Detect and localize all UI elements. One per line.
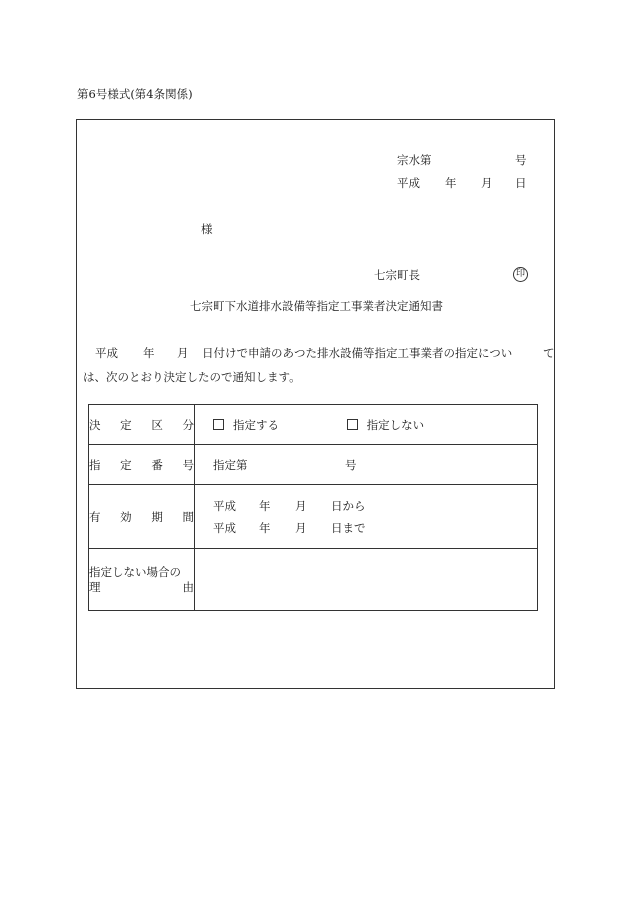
label-char: 分 <box>182 417 194 432</box>
to-day: 日まで <box>331 520 366 535</box>
designation-number-suffix: 号 <box>345 457 357 472</box>
reason-label-line1: 指定しない場合の <box>89 564 181 579</box>
reason-label-char: 由 <box>182 579 194 594</box>
body-date-era: 平成 <box>95 346 118 360</box>
period-value <box>195 485 538 549</box>
reason-label-char: 理 <box>89 579 101 594</box>
decision-options <box>195 405 538 445</box>
label-char: 決 <box>89 417 101 432</box>
number-label <box>89 445 195 485</box>
decision-table <box>88 404 538 611</box>
recipient-honorific: 様 <box>201 222 213 236</box>
label-char: 期 <box>151 509 163 524</box>
reason-value[interactable] <box>195 549 538 611</box>
label-char: 号 <box>182 457 194 472</box>
seal-icon <box>513 265 528 282</box>
body-date-month: 月 <box>177 346 189 360</box>
reason-label <box>89 549 195 611</box>
option-designate-label: 指定する <box>233 417 279 432</box>
label-char: 指 <box>89 457 101 472</box>
checkbox-not-designate[interactable] <box>347 419 358 430</box>
label-char: 間 <box>182 509 194 524</box>
table-row-decision <box>89 405 538 445</box>
from-day: 日から <box>331 498 366 513</box>
issuer-title: 七宗町長 <box>374 268 420 282</box>
checkbox-designate[interactable] <box>213 419 224 430</box>
issue-number-suffix: 号 <box>515 153 527 167</box>
label-char: 区 <box>151 417 163 432</box>
not-designate-option[interactable] <box>347 418 425 432</box>
table-row-period <box>89 485 538 549</box>
label-char: 定 <box>120 417 132 432</box>
to-month: 月 <box>295 520 307 535</box>
issue-date-era: 平成 <box>397 176 420 190</box>
from-month: 月 <box>295 498 307 513</box>
period-to <box>213 517 537 539</box>
designate-option[interactable] <box>213 417 343 433</box>
form-label: 第6号様式(第4条関係) <box>77 87 193 101</box>
body-line1-text: 日付けで申請のあつた排水設備等指定工事業者の指定につい <box>202 346 513 360</box>
decision-label <box>89 405 195 445</box>
label-char: 番 <box>151 457 163 472</box>
issue-number-prefix: 宗水第 <box>397 153 432 167</box>
issue-date-month: 月 <box>481 176 493 190</box>
period-from <box>213 495 537 517</box>
to-year: 年 <box>259 520 271 535</box>
label-char: 効 <box>120 509 132 524</box>
option-not-designate-label: 指定しない <box>366 417 425 432</box>
document-title: 七宗町下水道排水設備等指定工事業者決定通知書 <box>190 299 443 313</box>
number-value <box>195 445 538 485</box>
table-row-reason <box>89 549 538 611</box>
label-char: 定 <box>120 457 132 472</box>
from-era: 平成 <box>213 498 236 513</box>
body-date-year: 年 <box>143 346 155 360</box>
designation-number-prefix: 指定第 <box>213 457 248 472</box>
period-label <box>89 485 195 549</box>
issue-date-year: 年 <box>445 176 457 190</box>
body-line1-end: て <box>543 346 555 360</box>
issue-date-day: 日 <box>515 176 527 190</box>
seal-mark: 印 <box>513 267 528 282</box>
to-era: 平成 <box>213 520 236 535</box>
body-line2-text: は、次のとおり決定したので通知します。 <box>83 370 301 384</box>
from-year: 年 <box>259 498 271 513</box>
label-char: 有 <box>89 509 101 524</box>
table-row-number <box>89 445 538 485</box>
